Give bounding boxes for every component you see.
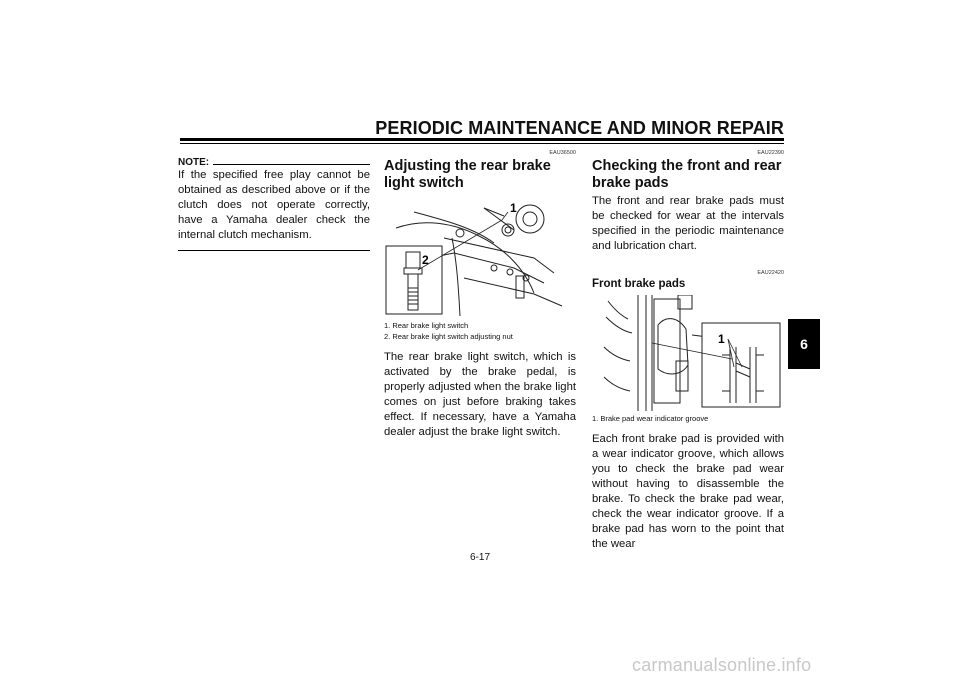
brake-pads-section xyxy=(592,150,784,552)
figure-caption-1: 1. Rear brake light switch xyxy=(384,321,469,330)
page-number: 6-17 xyxy=(469,552,490,563)
note-header xyxy=(178,156,370,168)
callout-2: 2 xyxy=(422,253,429,267)
section-heading: Adjusting the rear brake light switch xyxy=(384,158,551,191)
subsection-heading: Front brake pads xyxy=(592,278,686,290)
front-brake-pads-figure xyxy=(592,295,780,411)
watermark: carmanualsonline.info xyxy=(632,655,812,675)
section-heading: Checking the front and rear brake pads xyxy=(592,158,782,191)
header-rule xyxy=(180,138,784,141)
rear-brake-switch-section xyxy=(384,150,576,440)
front-brake-pads-illustration xyxy=(592,295,782,411)
note-end-rule xyxy=(178,250,370,251)
callout-1: 1 xyxy=(718,332,725,346)
section-body: The rear brake light switch, which is activated by the brake pedal, is properly adjusted when the brake light comes on just before braking takes effect. If necessary, have a Yamaha dealer adjust the brake light switch. xyxy=(384,351,576,438)
page-title: PERIODIC MAINTENANCE AND MINOR REPAIR xyxy=(375,118,784,138)
section-intro: The front and rear brake pads must be checked for wear at the intervals specified in the periodic maintenance and lubrication chart. xyxy=(592,195,784,252)
note-column xyxy=(178,156,370,251)
subsection-code: EAU22420 xyxy=(757,270,784,276)
figure-caption-1: 1. Brake pad wear indicator groove xyxy=(592,414,709,423)
section-code: EAU36500 xyxy=(549,150,576,156)
rear-brake-switch-illustration xyxy=(384,198,572,318)
note-label: NOTE: xyxy=(178,156,210,168)
rear-brake-switch-figure xyxy=(384,198,572,318)
chapter-tab-label: 6 xyxy=(800,336,808,352)
section-body: Each front brake pad is provided with a wear indicator groove, which allows you to check the brake pad wear without having to disassemble the brake. To check the brake pad wear, check the wear indicator groove. If a brake pad has worn to the point that the wear xyxy=(592,433,784,550)
section-code: EAU22390 xyxy=(757,150,784,156)
header-rule-thin xyxy=(180,143,784,144)
note-text: If the specified free play cannot be obtained as described above or if the clutch does not operate correctly, have a Yamaha dealer check the internal clutch mechanism. xyxy=(178,169,370,241)
chapter-tab xyxy=(788,319,820,369)
figure-caption-2: 2. Rear brake light switch adjusting nut xyxy=(384,332,513,341)
note-rule xyxy=(213,164,370,165)
callout-1: 1 xyxy=(510,201,517,215)
